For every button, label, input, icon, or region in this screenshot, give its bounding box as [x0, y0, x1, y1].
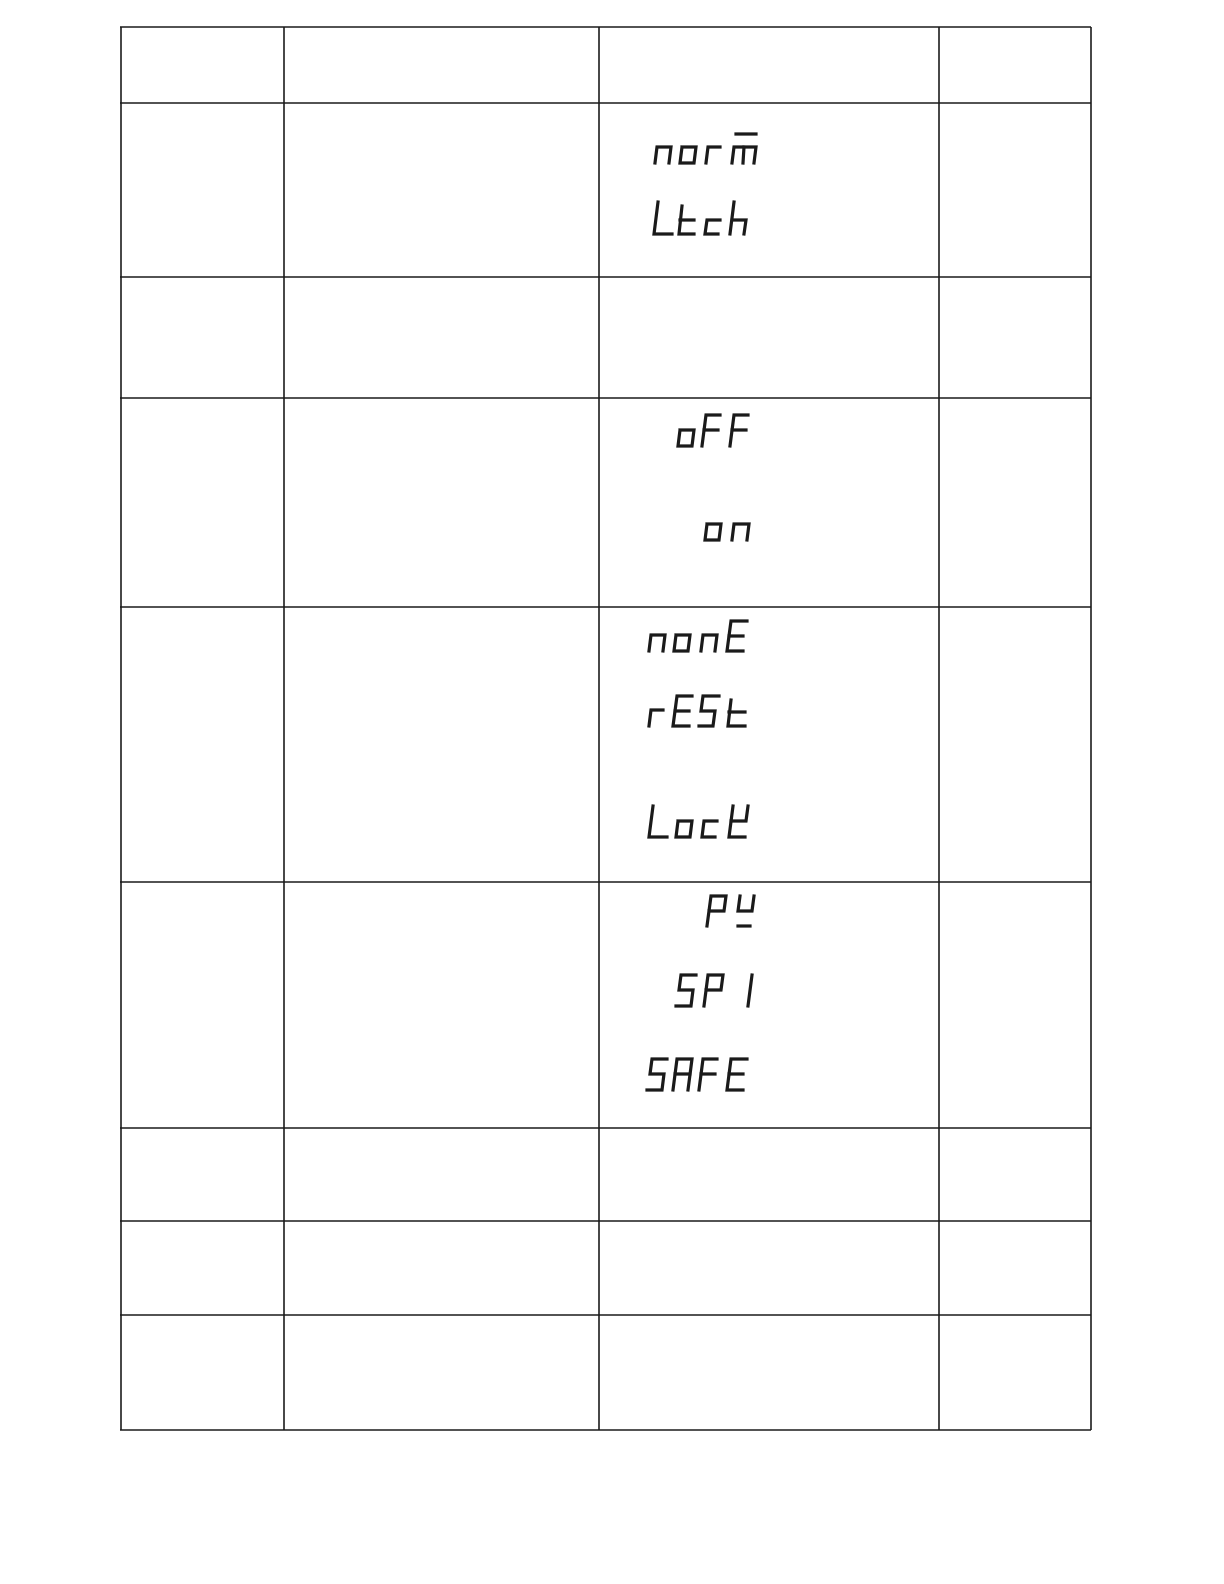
- lcd-code-sp1: [672, 970, 762, 1014]
- lcd-code-lock: [645, 802, 757, 844]
- lcd-code-on: [700, 506, 760, 546]
- lcd-code-pv: [700, 890, 762, 934]
- lcd-code-norm: [650, 130, 762, 170]
- lcd-code-rest: [645, 692, 757, 734]
- lcd-code-ltch: [650, 198, 762, 238]
- lcd-code-off: [672, 410, 762, 452]
- lcd-code-none: [645, 617, 757, 659]
- lcd-code-safe: [645, 1054, 757, 1098]
